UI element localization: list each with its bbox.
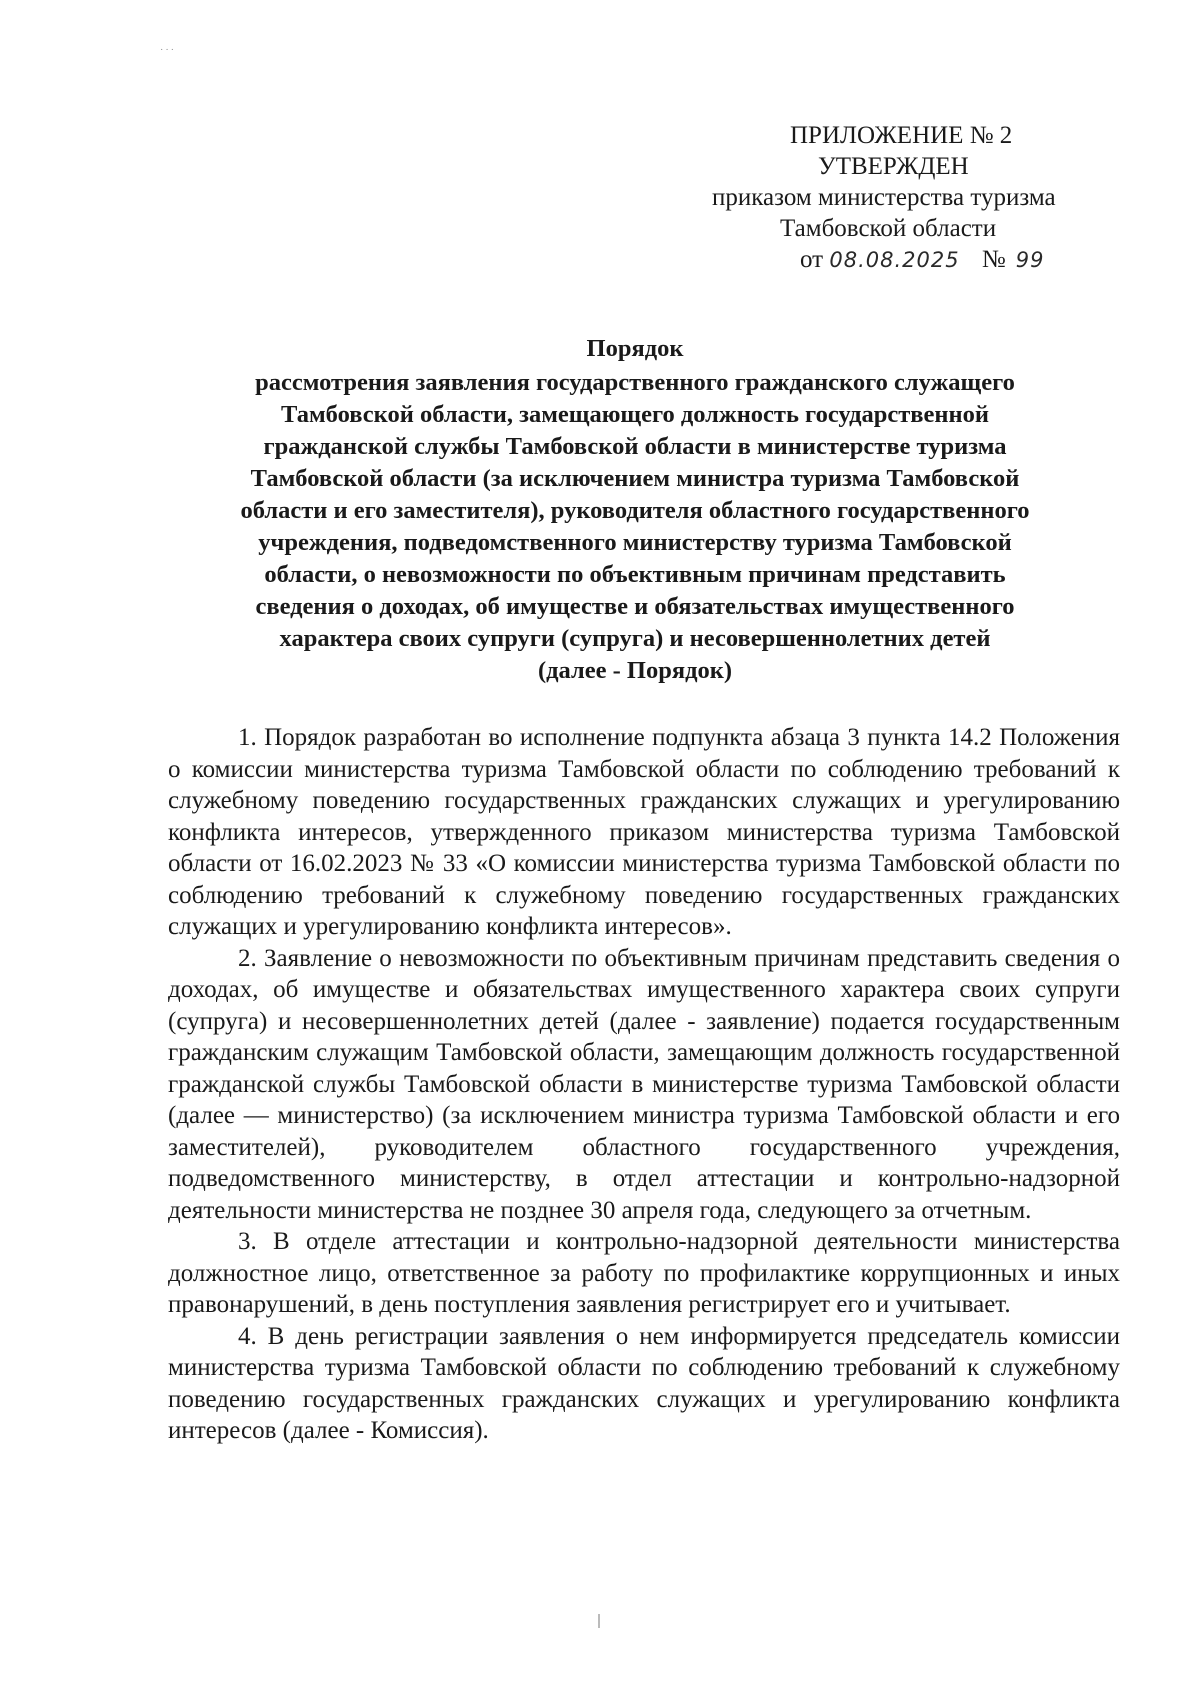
- document-title: [180, 333, 1090, 687]
- title-line: рассмотрения заявления государственного гражданского служащего: [255, 369, 1015, 396]
- appendix-number: ПРИЛОЖЕНИЕ № 2: [790, 122, 1013, 149]
- paragraph-4: 4. В день регистрации заявления о нем информируется председатель комиссии министерства туризма Тамбовской области по соблюдению требований к служебному поведению государственных гражданских служащих и урегулированию конфликта интересов (далее - Комиссия).: [168, 1322, 1120, 1444]
- paragraph-3: 3. В отделе аттестации и контрольно-надзорной деятельности министерства должностное лицо, ответственное за работу по профилактике коррупционных и иных правонарушений, в день поступления заявления регистрирует его и учитывает.: [168, 1228, 1120, 1318]
- title-line: области, о невозможности по объективным причинам представить: [264, 561, 1006, 588]
- paragraph-2: 2. Заявление о невозможности по объективным причинам представить сведения о доходах, об имуществе и обязательствах имущественного характера своих супруги (супруга) и несовершеннолетних детей (далее - заявление) подается государственным гражданским служащим Тамбовской области, замещающим должность государственной гражданской службы Тамбовской области в министерстве туризма Тамбовской области (далее — министерство) (за исключением министра туризма Тамбовской области и его заместителей), руководителем областного государственного учреждения, подведомственного министерству, в отдел аттестации и контрольно-надзорной деятельности министерства не позднее 30 апреля года, следующего за отчетным.: [168, 944, 1120, 1224]
- title-line: сведения о доходах, об имуществе и обязательствах имущественного: [255, 593, 1015, 620]
- scan-artifact: [598, 1614, 600, 1628]
- date-prefix: от: [800, 246, 824, 273]
- handwritten-number: 99: [1015, 248, 1045, 272]
- paragraph-1: 1. Порядок разработан во исполнение подпункта абзаца 3 пункта 14.2 Положения о комиссии министерства туризма Тамбовской области по соблюдению требований к служебному поведению государственных гражданских служащих и урегулированию конфликта интересов, утвержденного приказом министерства туризма Тамбовской области от 16.02.2023 № 33 «О комиссии министерства туризма Тамбовской области по соблюдению требований к служебному поведению государственных гражданских служащих и урегулированию конфликта интересов».: [168, 724, 1120, 940]
- document-body: [168, 722, 1120, 1447]
- title-line: гражданской службы Тамбовской области в министерстве туризма: [263, 433, 1007, 460]
- approval-stamp-block: [700, 120, 1120, 276]
- approved-label: УТВЕРЖДЕН: [818, 153, 969, 180]
- title-line: области и его заместителя), руководителя областного государственного: [240, 497, 1030, 524]
- title-line: (далее - Порядок): [537, 657, 733, 684]
- handwritten-date: 08.08.2025: [829, 248, 960, 272]
- title-line: Тамбовской области (за исключением министра туризма Тамбовской: [250, 465, 1020, 492]
- approved-by-region: Тамбовской области: [780, 215, 997, 242]
- title-heading: Порядок: [586, 335, 684, 362]
- title-line: характера своих супруги (супруга) и несовершеннолетних детей: [279, 625, 991, 652]
- approved-by-order: приказом министерства туризма: [712, 184, 1056, 211]
- scan-artifact: ˙˙˙: [160, 48, 176, 59]
- title-line: учреждения, подведомственного министерству туризма Тамбовской: [258, 529, 1012, 556]
- number-sign: №: [981, 246, 1006, 273]
- approval-date-line: [700, 244, 1120, 276]
- title-line: Тамбовской области, замещающего должность государственной: [281, 401, 989, 428]
